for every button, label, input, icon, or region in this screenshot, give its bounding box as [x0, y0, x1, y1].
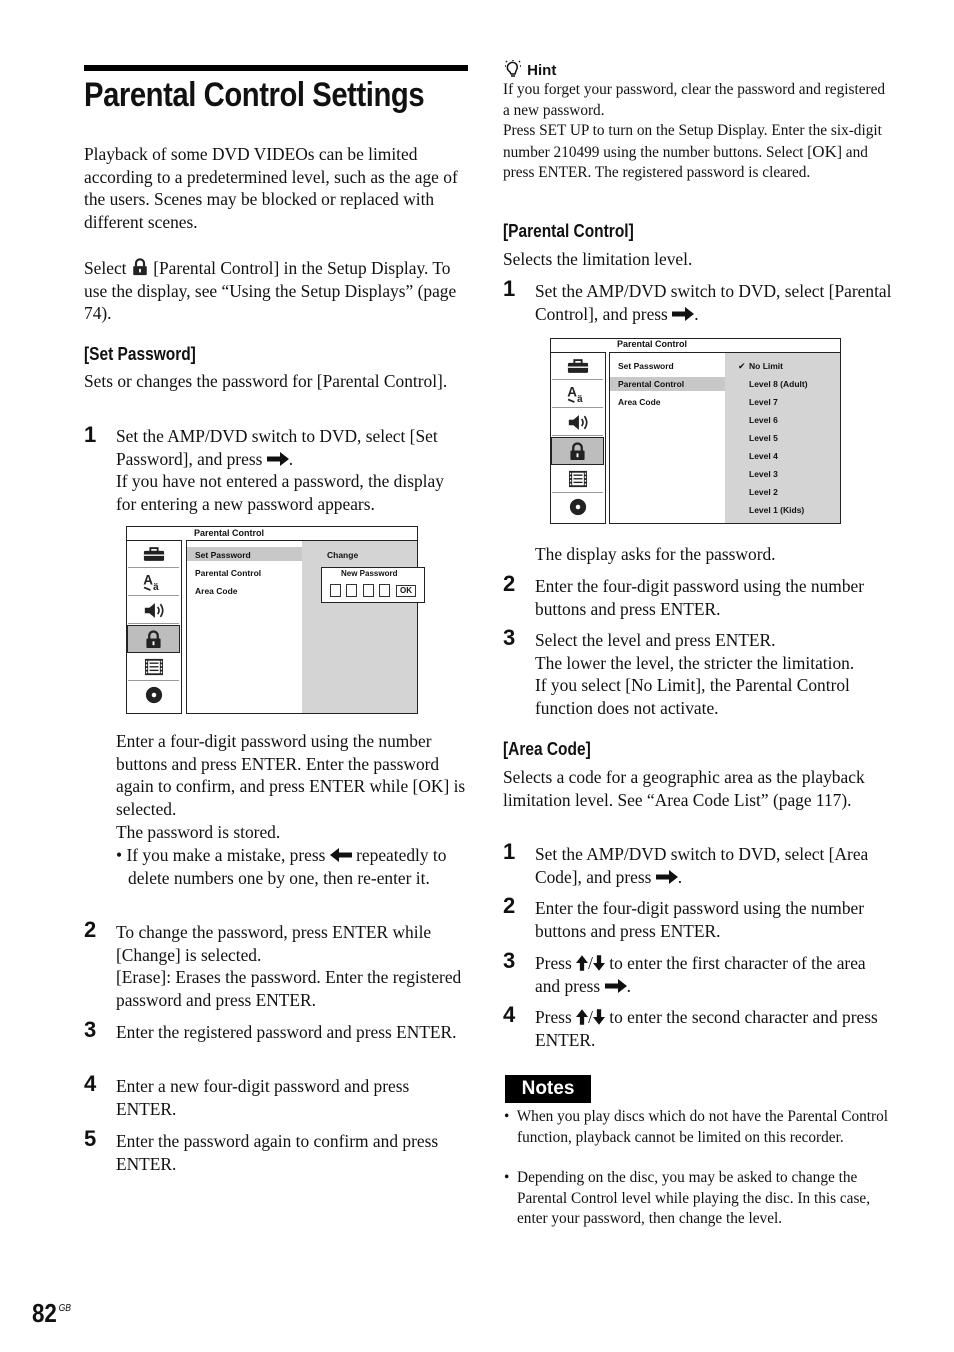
area-code-step1: Set the AMP/DVD switch to DVD, select [Area Code], and press .: [535, 844, 869, 887]
check-icon: ✔: [738, 361, 746, 371]
ok-button[interactable]: OK: [396, 585, 416, 597]
down-arrow-icon: [593, 1009, 605, 1025]
level-option[interactable]: Level 7: [749, 397, 778, 407]
parental-control-after: The display asks for the password.: [535, 544, 776, 564]
set-password-desc: Sets or changes the password for [Parental Control].: [84, 371, 448, 391]
down-arrow-icon: [593, 955, 605, 971]
menu-item[interactable]: Area Code: [195, 586, 238, 596]
title-rule: [84, 65, 468, 71]
digit-box[interactable]: [363, 584, 374, 597]
set-password-step1: Set the AMP/DVD switch to DVD, select [Set Password], and press . If you have not entered a password, the display for entering a new password appears.: [116, 426, 444, 515]
step-number: 2: [503, 571, 516, 596]
area-code-step4: Press / to enter the second character and press ENTER.: [535, 1007, 878, 1050]
lock-icon: [127, 625, 180, 653]
parental-control-heading: [Parental Control]: [503, 221, 634, 241]
page-title: Parental Control Settings: [84, 76, 425, 114]
toolbox-icon: [552, 353, 603, 380]
bullet-item: • If you make a mistake, press repeatedly to delete numbers one by one, then re-enter it.: [116, 845, 447, 888]
language-icon: [128, 569, 179, 596]
step-number: 1: [84, 422, 97, 447]
area-code-heading: [Area Code]: [503, 739, 591, 759]
disc-icon: [128, 682, 179, 708]
left-arrow-icon: [330, 848, 352, 862]
digit-box[interactable]: [330, 584, 341, 597]
speaker-icon: [552, 409, 603, 436]
level-option[interactable]: Level 8 (Adult): [749, 379, 808, 389]
hint-heading: Hint: [503, 60, 556, 79]
digit-box[interactable]: [379, 584, 390, 597]
menu-item[interactable]: Parental Control: [195, 568, 262, 578]
step-number: 3: [503, 948, 516, 973]
parental-control-desc: Selects the limitation level.: [503, 249, 693, 269]
parental-control-screen: [550, 338, 841, 524]
up-arrow-icon: [576, 1009, 588, 1025]
menu-item[interactable]: Set Password: [618, 361, 674, 371]
menu-item[interactable]: Area Code: [618, 397, 661, 407]
menu-panel: [609, 352, 841, 524]
notes-badge: Notes: [505, 1075, 591, 1103]
toolbox-icon: [128, 541, 179, 568]
step-number: 5: [84, 1126, 97, 1151]
right-arrow-icon: [672, 307, 694, 321]
right-arrow-icon: [267, 452, 289, 466]
parental-control-step1: Set the AMP/DVD switch to DVD, select [Parental Control], and press .: [535, 281, 892, 324]
set-password-step3: Enter the registered password and press ENTER.: [116, 1022, 457, 1042]
level-option[interactable]: Level 6: [749, 415, 778, 425]
step-number: 3: [84, 1017, 97, 1042]
lightbulb-icon: [503, 60, 523, 78]
note-item: • When you play discs which do not have the Parental Control function, playback cannot be limited on this recorder.: [504, 1108, 889, 1146]
screen-title: Parental Control: [194, 528, 265, 538]
step-number: 2: [84, 917, 97, 942]
screen-title: Parental Control: [617, 339, 688, 349]
level-option[interactable]: No Limit: [749, 361, 783, 371]
set-password-screen: [126, 526, 418, 714]
area-code-step2: Enter the four-digit password using the number buttons and press ENTER.: [535, 898, 865, 941]
step-number: 4: [84, 1071, 97, 1096]
area-code-step3: Press / to enter the first character of the area and press .: [535, 953, 866, 996]
menu-item[interactable]: Parental Control: [618, 379, 685, 389]
film-icon: [128, 654, 179, 681]
menu-item[interactable]: Set Password: [195, 550, 251, 560]
menu-panel: [186, 540, 418, 714]
right-arrow-icon: [605, 979, 627, 993]
up-arrow-icon: [576, 955, 588, 971]
new-password-popup: New Password OK: [321, 567, 425, 603]
note-item: • Depending on the disc, you may be asked to change the Parental Control level while playing the disc. In this case, enter your password, then change the level.: [504, 1169, 871, 1227]
setup-icon-bar: [550, 352, 606, 524]
lock-icon: [551, 437, 604, 465]
language-icon: [552, 381, 603, 408]
page-number: 82 $^{GB}$: [32, 1298, 72, 1328]
hint-text: If you forget your password, clear the password and registered a new password. Press SET UP to turn on the Setup Display. Enter the six-digit number 210499 using the number buttons. Select [OK] and press ENTER. The registered password is cleared.: [503, 81, 886, 181]
lock-icon: [131, 258, 149, 276]
step-number: 3: [503, 625, 516, 650]
disc-icon: [552, 494, 603, 520]
level-option[interactable]: Level 4: [749, 451, 778, 461]
step-number: 1: [503, 276, 516, 301]
area-code-desc: Selects a code for a geographic area as the playback limitation level. See “Area Code List” (page 117).: [503, 767, 865, 810]
right-arrow-icon: [656, 870, 678, 884]
level-option[interactable]: Level 3: [749, 469, 778, 479]
digit-box[interactable]: [346, 584, 357, 597]
film-icon: [552, 466, 603, 493]
set-password-after: Enter a four-digit password using the number buttons and press ENTER. Enter the password again to confirm, and press ENTER while [OK] is selected. The password is stored.: [116, 731, 466, 842]
level-option[interactable]: Level 5: [749, 433, 778, 443]
select-paragraph: Select [Parental Control] in the Setup Display. To use the display, see “Using the Setup Displays” (page 74).: [84, 258, 457, 324]
change-option[interactable]: Change: [327, 550, 359, 560]
setup-icon-bar: [126, 540, 182, 714]
parental-control-step2: Enter the four-digit password using the number buttons and press ENTER.: [535, 576, 865, 619]
intro-paragraph: Playback of some DVD VIDEOs can be limited according to a predetermined level, such as the age of the users. Scenes may be blocked or replaced with different scenes.: [84, 144, 458, 233]
set-password-step5: Enter the password again to confirm and press ENTER.: [116, 1131, 439, 1174]
speaker-icon: [128, 597, 179, 624]
step-number: 4: [503, 1002, 516, 1027]
level-option[interactable]: Level 1 (Kids): [749, 505, 805, 515]
parental-control-step3: Select the level and press ENTER. The lower the level, the stricter the limitation. If you select [No Limit], the Parental Control function does not activate.: [535, 630, 855, 719]
step-number: 1: [503, 839, 516, 864]
level-option[interactable]: Level 2: [749, 487, 778, 497]
set-password-step2: To change the password, press ENTER while [Change] is selected. [Erase]: Erases the password. Enter the registered password and press ENTER.: [116, 922, 462, 1011]
set-password-step4: Enter a new four-digit password and press ENTER.: [116, 1076, 410, 1119]
step-number: 2: [503, 893, 516, 918]
set-password-heading: [Set Password]: [84, 344, 196, 364]
